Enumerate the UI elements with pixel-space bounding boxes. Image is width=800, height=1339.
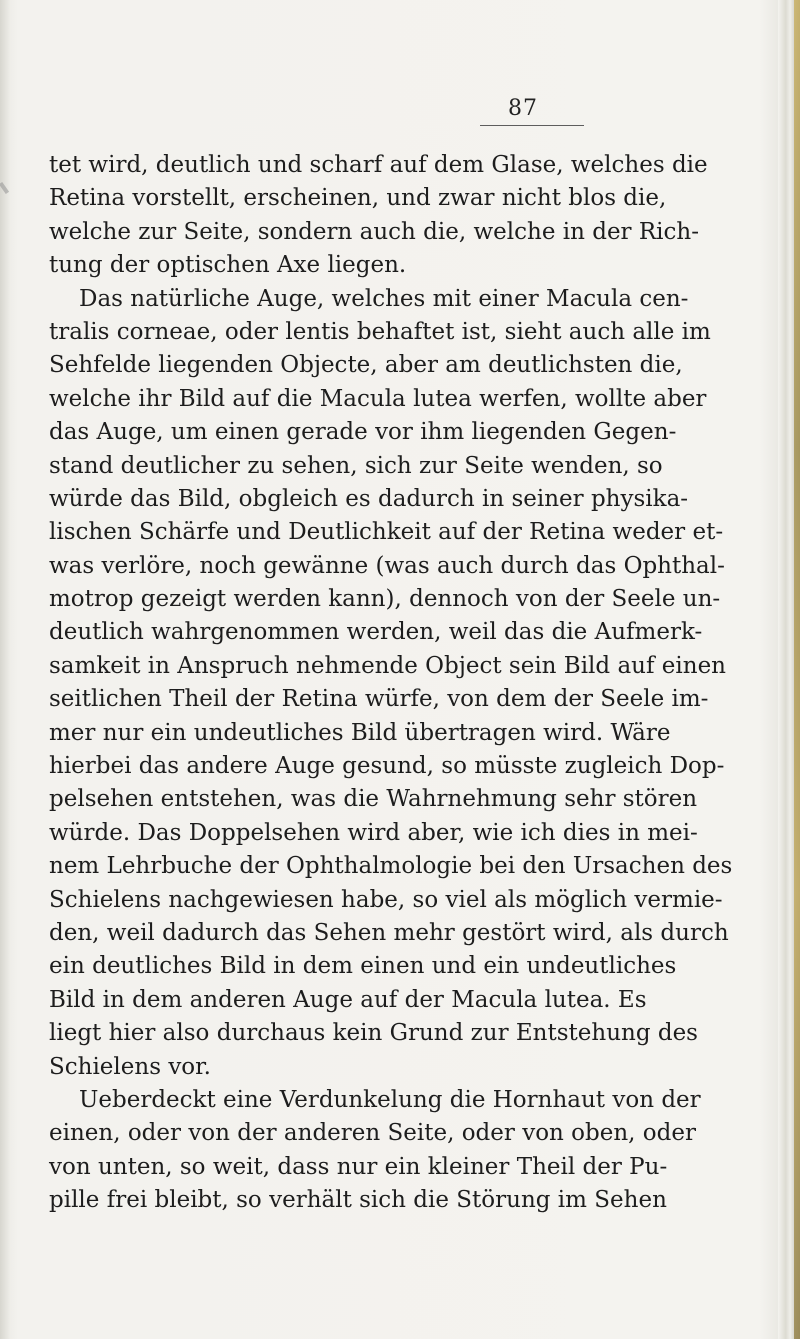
text-line: Schielens vor. — [49, 1053, 211, 1080]
text-line: samkeit in Anspruch nehmende Object sein Bild auf einen — [49, 652, 726, 679]
text-line: den, weil dadurch das Sehen mehr gestört wird, als durch — [49, 919, 729, 946]
text-line: nem Lehrbuche der Ophthalmologie bei den Ursachen des — [49, 853, 733, 880]
text-line: tet wird, deutlich und scharf auf dem Glase, welches die — [49, 152, 708, 178]
text-line: pille frei bleibt, so verhält sich die Störung im Sehen — [49, 1187, 667, 1214]
text-line: motrop gezeigt werden kann), dennoch von der Seele un- — [49, 586, 721, 613]
text-line: hierbei das andere Auge gesund, so müsste zugleich Dop- — [49, 753, 725, 780]
text-line: Das natürliche Auge, welches mit einer Macula cen- — [79, 285, 689, 312]
text-line: Ueberdeckt eine Verdunkelung die Hornhaut von der — [79, 1086, 701, 1113]
text-line: das Auge, um einen gerade vor ihm liegenden Gegen- — [49, 419, 677, 446]
text-line: Retina vorstellt, erscheinen, und zwar nicht blos die, — [49, 185, 667, 212]
text-line: Schielens nachgewiesen habe, so viel als möglich vermie- — [49, 886, 723, 913]
text-line: pelsehen entstehen, was die Wahrnehmung sehr stören — [49, 786, 698, 813]
text-line: würde das Bild, obgleich es dadurch in seiner physika- — [49, 485, 689, 512]
text-line: welche ihr Bild auf die Macula lutea werfen, wollte aber — [49, 385, 707, 412]
text-line: würde. Das Doppelsehen wird aber, wie ich dies in mei- — [49, 819, 698, 846]
text-line: ein deutliches Bild in dem einen und ein undeutliches — [49, 953, 677, 980]
text-line: welche zur Seite, sondern auch die, welche in der Rich- — [49, 218, 699, 245]
text-line: stand deutlicher zu sehen, sich zur Seite wenden, so — [49, 452, 663, 479]
text-line: von unten, so weit, dass nur ein kleiner Theil der Pu- — [49, 1153, 668, 1180]
text-line: lischen Schärfe und Deutlichkeit auf der Retina weder et- — [49, 519, 724, 546]
page-number: 87 — [508, 96, 538, 121]
text-line: was verlöre, noch gewänne (was auch durch das Ophthal- — [49, 552, 725, 579]
text-line: seitlichen Theil der Retina würfe, von dem der Seele im- — [49, 686, 709, 713]
text-line: Sehfelde liegenden Objecte, aber am deutlichsten die, — [49, 352, 683, 379]
body-text — [49, 149, 733, 1218]
text-line: Bild in dem anderen Auge auf der Macula lutea. Es — [49, 986, 647, 1013]
text-line: einen, oder von der anderen Seite, oder von oben, oder — [49, 1120, 696, 1147]
page-left-edge — [0, 0, 10, 1339]
gilded-page-edge — [794, 0, 800, 1339]
text-line: tralis corneae, oder lentis behaftet ist, sieht auch alle im — [49, 318, 711, 345]
text-line: tung der optischen Axe liegen. — [49, 252, 407, 279]
text-line: deutlich wahrgenommen werden, weil das die Aufmerk- — [49, 619, 703, 646]
text-line: mer nur ein undeutliches Bild übertragen wird. Wäre — [49, 719, 671, 746]
text-line: liegt hier also durchaus kein Grund zur Entstehung des — [49, 1020, 698, 1047]
